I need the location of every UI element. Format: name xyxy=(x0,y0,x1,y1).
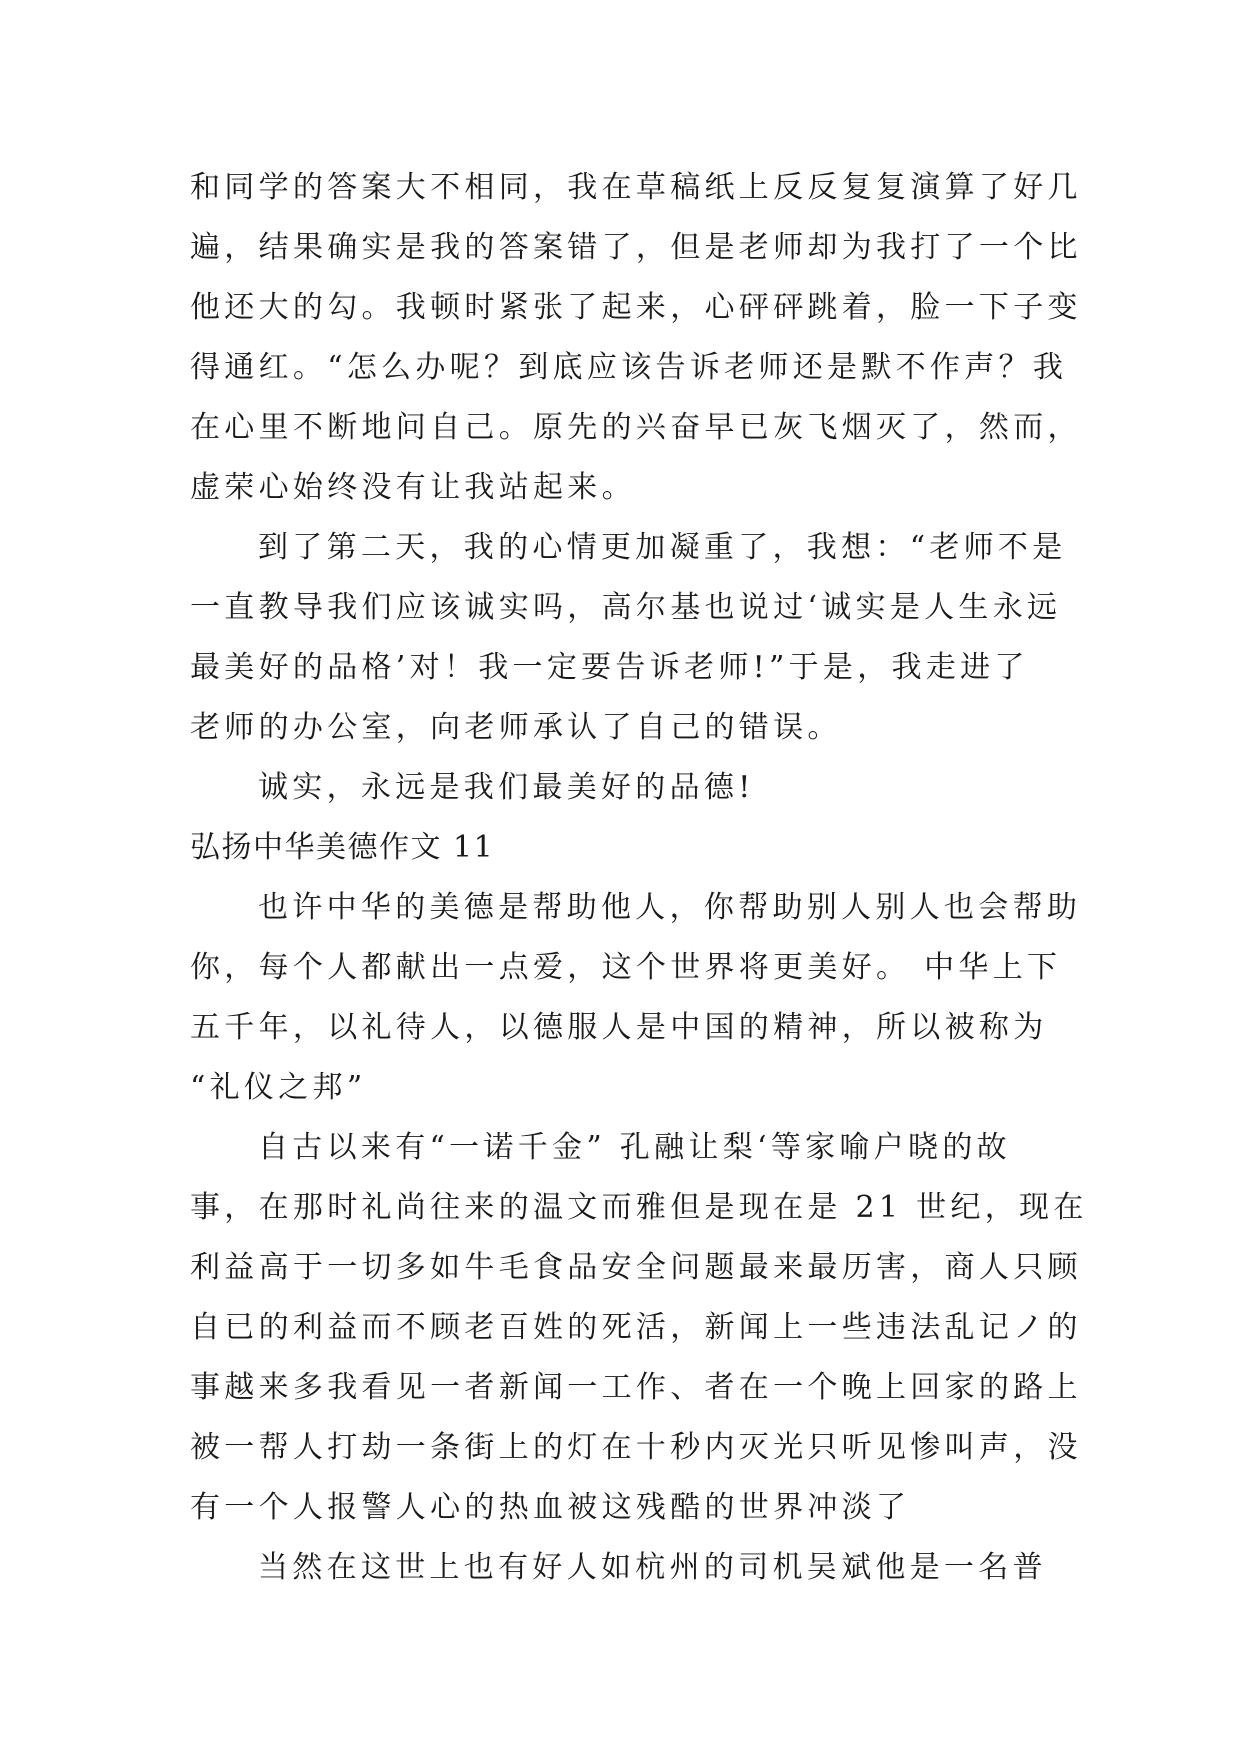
paragraph-first-line: 诚实，永远是我们最美好的品德! xyxy=(258,770,755,805)
paragraph-first-line: 当然在这世上也有好人如杭州的司机吴斌他是一名普 xyxy=(258,1550,1047,1585)
text-line: 一直教导我们应该诚实吗，高尔基也说过‘诚实是人生永远 xyxy=(190,590,1062,625)
text-line: 利益高于一切多如牛毛食品安全问题最来最历害，商人只顾 xyxy=(190,1250,1082,1285)
paragraph-first-line: 到了第二天，我的心情更加凝重了，我想：“老师不是 xyxy=(258,530,1067,565)
text-line: “礼仪之邦” xyxy=(190,1070,367,1105)
text-line: 自已的利益而不顾老百姓的死活，新闻上一些违法乱记ノ的 xyxy=(190,1310,1082,1345)
text-line: 你，每个人都献出一点爱，这个世界将更美好。 中华上下 xyxy=(190,950,1062,985)
text-line: 在心里不断地问自己。原先的兴奋早已灰飞烟灭了，然而， xyxy=(190,410,1082,445)
text-line: 被一帮人打劫一条街上的灯在十秒内灭光只听见惨叫声，没 xyxy=(190,1430,1082,1465)
text-line: 老师的办公室，向老师承认了自己的错误。 xyxy=(190,710,842,745)
essay-text xyxy=(190,158,1088,1598)
text-line: 事，在那时礼尚往来的温文而雅但是现在是 21 世纪，现在 xyxy=(190,1190,1088,1225)
text-line: 虚荣心始终没有让我站起来。 xyxy=(190,470,636,505)
text-line: 事越来多我看见一者新闻一工作、者在一个晚上回家的路上 xyxy=(190,1370,1082,1405)
text-line: 五千年，以礼待人，以德服人是中国的精神，所以被称为 xyxy=(190,1010,1048,1045)
paragraph-first-line: 自古以来有“一诺千金” 孔融让梨‘等家喻户晓的故 xyxy=(258,1130,1011,1165)
text-line: 得通红。“怎么办呢？到底应该告诉老师还是默不作声？我 xyxy=(190,350,1068,385)
text-line: 有一个人报警人心的热血被这残酷的世界冲淡了 xyxy=(190,1490,911,1525)
text-line: 他还大的勾。我顿时紧张了起来，心砰砰跳着，脸一下子变 xyxy=(190,290,1082,325)
text-line: 遍，结果确实是我的答案错了，但是老师却为我打了一个比 xyxy=(190,230,1082,265)
text-line: 和同学的答案大不相同，我在草稿纸上反反复复演算了好几 xyxy=(190,170,1082,205)
section-heading: 弘扬中华美德作文 11 xyxy=(190,830,495,865)
text-line: 最美好的品格’对！我一定要告诉老师!”于是，我走进了 xyxy=(190,650,1029,685)
paragraph-first-line: 也许中华的美德是帮助他人，你帮助别人别人也会帮助 xyxy=(258,890,1082,925)
